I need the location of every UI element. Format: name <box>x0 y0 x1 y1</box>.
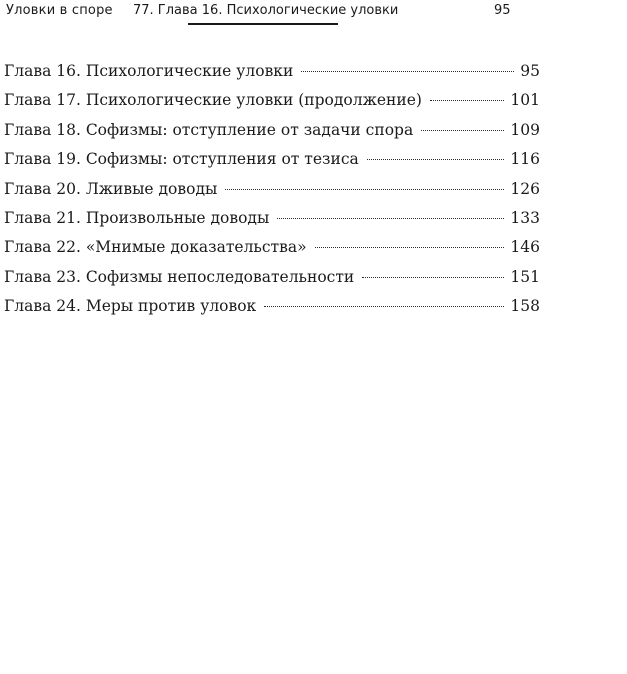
running-header <box>0 0 627 40</box>
dot-leader <box>362 277 504 278</box>
dot-leader <box>264 306 504 307</box>
toc-entry <box>4 180 540 209</box>
header-rule <box>188 23 338 25</box>
toc-entry-page: 151 <box>510 267 540 286</box>
toc-entry-page: 101 <box>510 91 540 110</box>
toc-entry-page: 133 <box>510 208 540 227</box>
dot-leader <box>421 130 504 131</box>
toc-entry <box>4 209 540 238</box>
toc-entry <box>4 268 540 297</box>
toc-entry <box>4 150 540 179</box>
book-title: Уловки в споре <box>6 3 113 18</box>
running-title: 77. Глава 16. Психологические уловки <box>133 3 399 18</box>
dot-leader <box>315 247 505 248</box>
toc-entry-page: 126 <box>510 179 540 198</box>
dot-leader <box>430 100 504 101</box>
toc-entry <box>4 297 540 326</box>
toc-entry-title: Глава 16. Психологические уловки <box>4 62 294 80</box>
toc-entry-page: 116 <box>510 150 540 169</box>
toc-entry <box>4 238 540 267</box>
toc-entry-title: Глава 21. Произвольные доводы <box>4 208 270 227</box>
toc-entry <box>4 121 540 150</box>
toc-entry-title: Глава 23. Софизмы непоследовательности <box>4 267 355 286</box>
toc-entry-title: Глава 24. Меры против уловок <box>4 297 257 316</box>
toc-entry-page: 158 <box>510 297 540 316</box>
toc-entry-title: Глава 18. Софизмы: отступление от задачи спора <box>4 120 414 139</box>
toc-entry-title: Глава 17. Психологические уловки (продолжение) <box>4 91 422 110</box>
dot-leader <box>277 218 504 219</box>
dot-leader <box>367 159 505 160</box>
toc-entry-page: 109 <box>510 120 540 139</box>
toc-entry <box>4 62 540 91</box>
dot-leader <box>225 189 504 190</box>
toc-entry-page: 95 <box>520 62 540 80</box>
toc-entry <box>4 91 540 120</box>
dot-leader <box>301 71 514 72</box>
header-page-number: 95 <box>494 3 511 18</box>
toc-entry-title: Глава 20. Лживые доводы <box>4 179 218 198</box>
toc-entry-title: Глава 22. «Мнимые доказательства» <box>4 238 307 257</box>
table-of-contents <box>4 62 540 327</box>
toc-entry-page: 146 <box>510 238 540 257</box>
toc-entry-title: Глава 19. Софизмы: отступления от тезиса <box>4 150 359 169</box>
